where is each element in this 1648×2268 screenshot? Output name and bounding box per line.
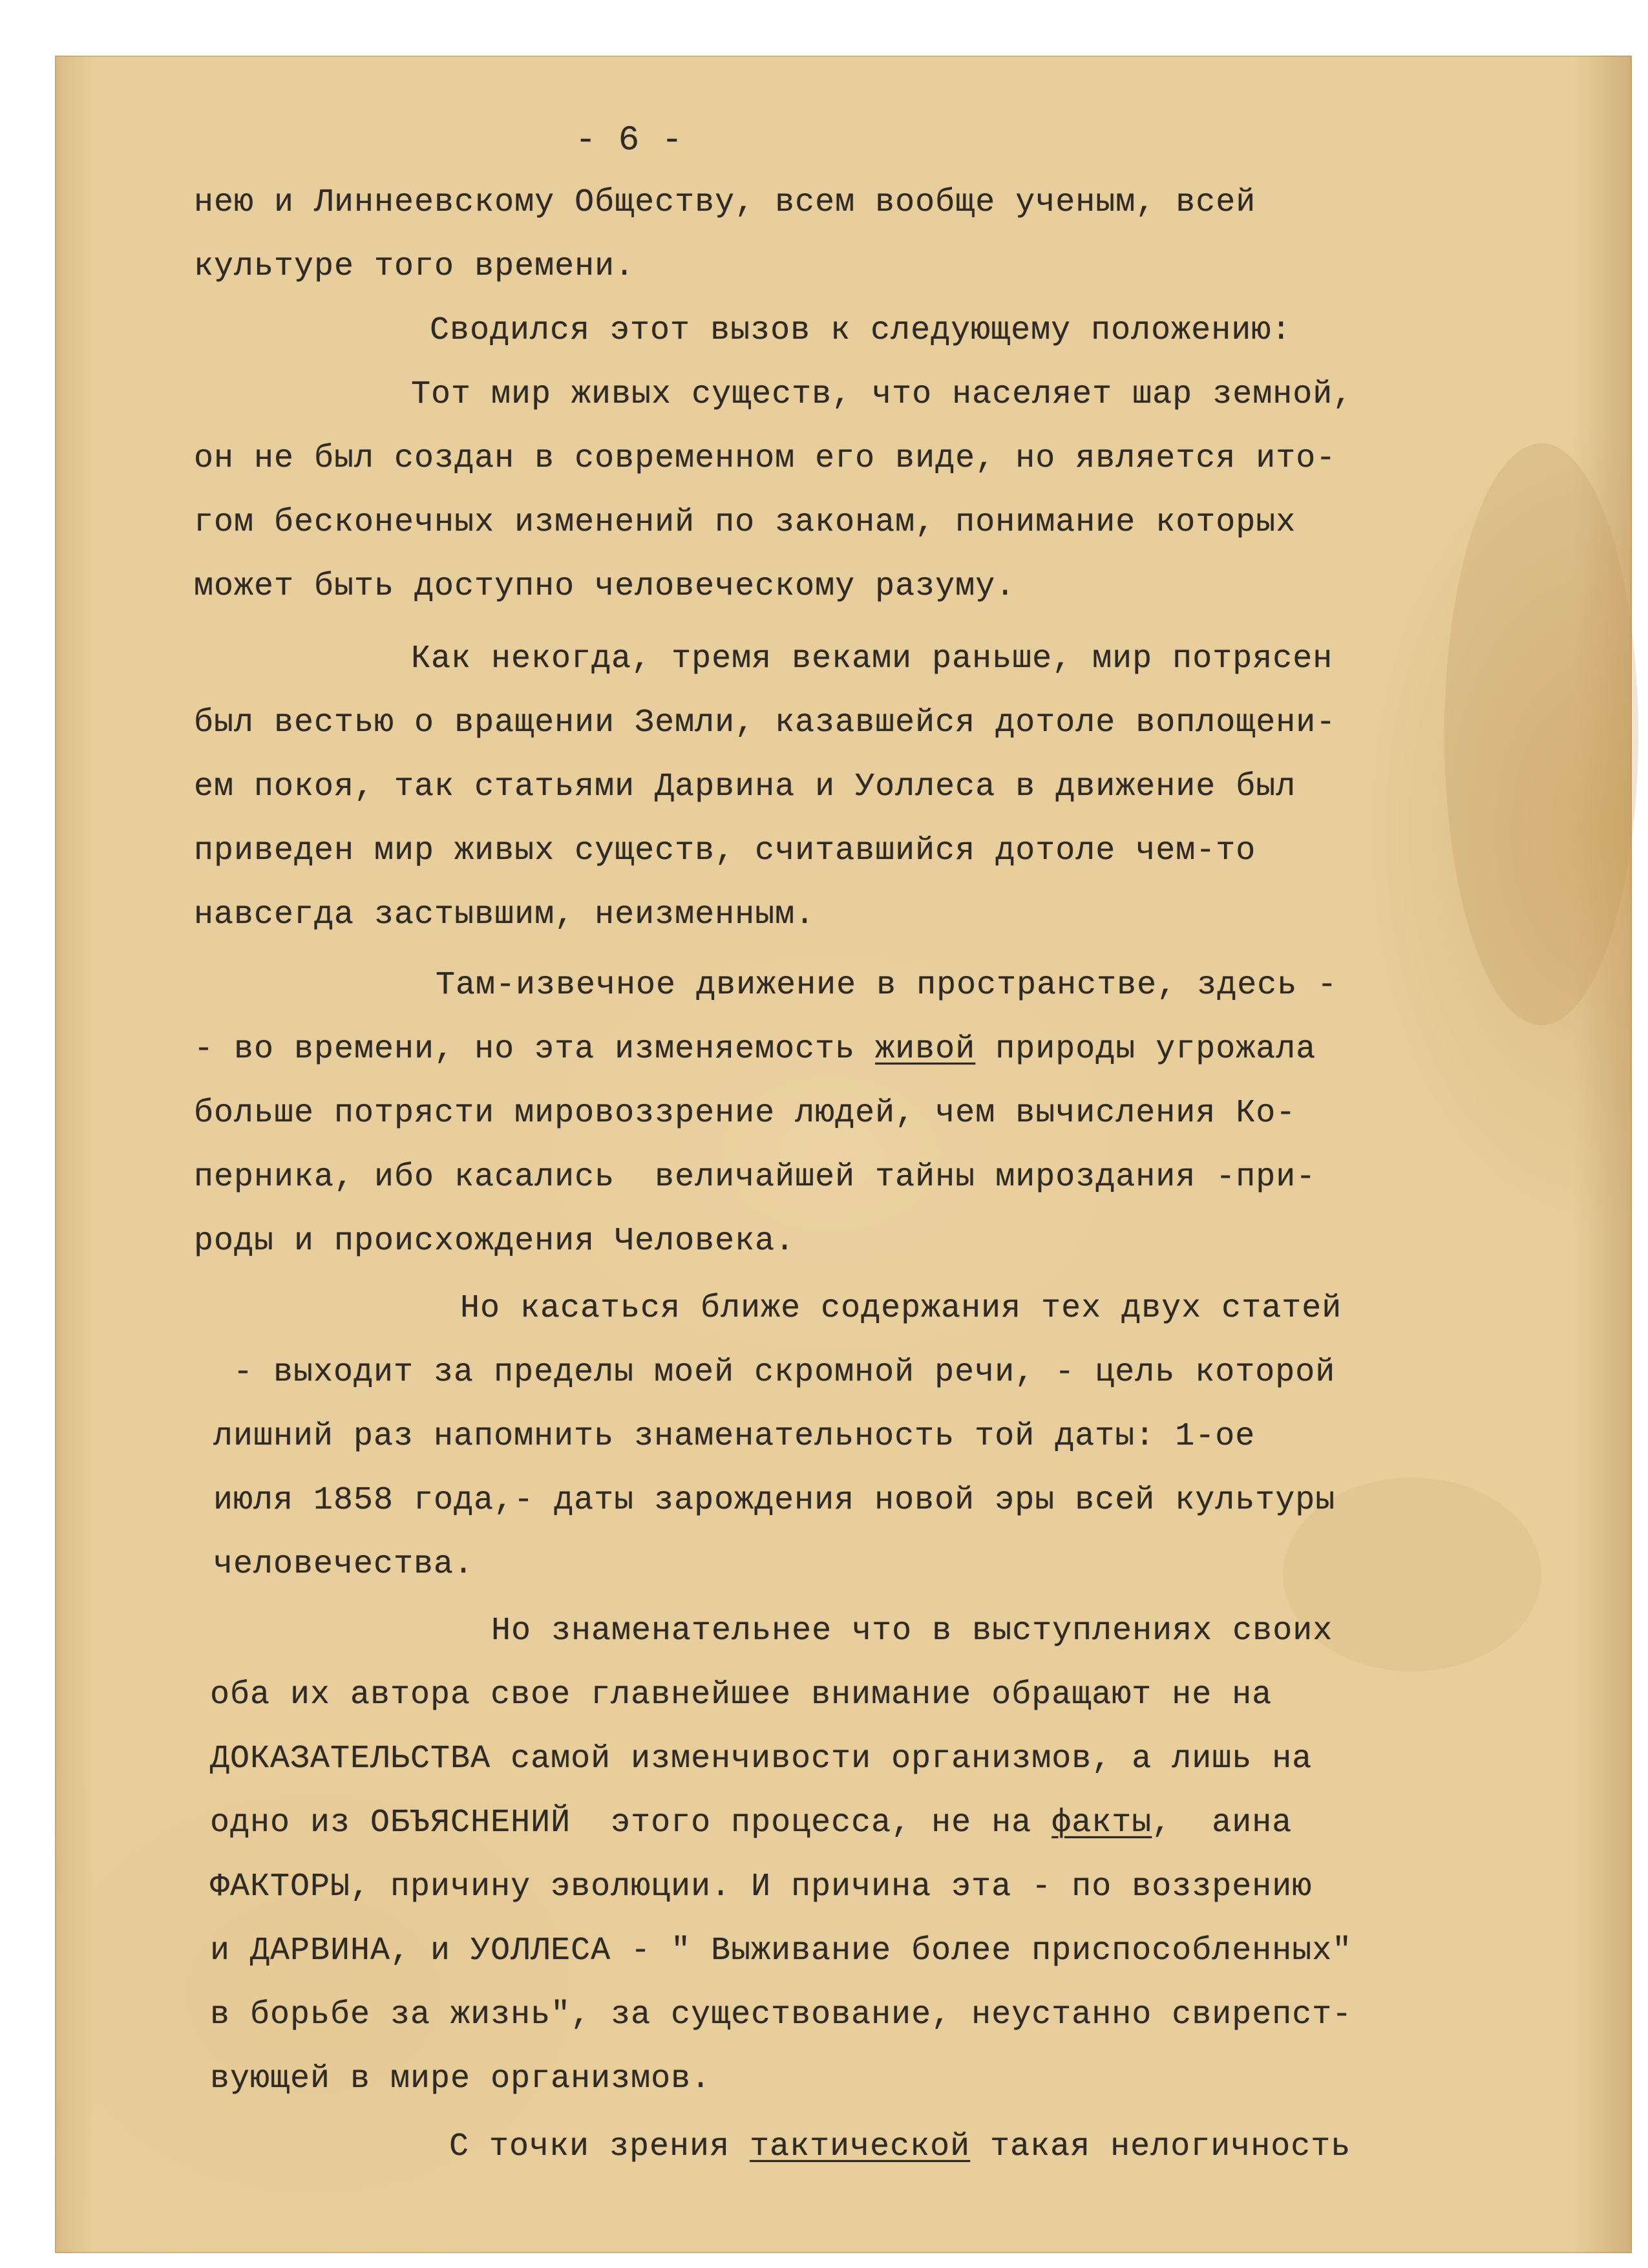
page-number: - 6 - xyxy=(575,121,684,160)
text-line: оба их автора свое главнейшее внимание обращают не на xyxy=(210,1677,1273,1713)
text-line xyxy=(449,2128,1351,2167)
text-line: нею и Линнеевскому Обществу, всем вообще ученым, всей xyxy=(194,184,1256,221)
text-fragment: природы угрожала xyxy=(975,1031,1316,1068)
text-line: вующей в мире организмов. xyxy=(210,2061,712,2097)
text-line xyxy=(194,1030,1316,1069)
text-line: Но знаменательнее что в выступлениях своих xyxy=(491,1613,1333,1649)
text-line: июля 1858 года,- даты зарождения новой эры всей культуры xyxy=(213,1482,1336,1519)
text-line: навсегда застывшим, неизменным. xyxy=(194,896,816,933)
text-line: ФАКТОРЫ, причину эволюции. И причина эта - по воззрению xyxy=(210,1869,1313,1905)
text-fragment: С точки зрения xyxy=(449,2128,750,2165)
text-line: ДОКАЗАТЕЛЬСТВА самой изменчивости организмов, а лишь на xyxy=(210,1741,1313,1777)
text-fragment: - во времени, но эта изменяемость xyxy=(194,1031,876,1068)
underlined-word: факты xyxy=(1051,1805,1152,1841)
text-line: - выходит за пределы моей скромной речи, - цель которой xyxy=(213,1354,1336,1391)
text-fragment: одно из ОБЪЯСНЕНИЙ этого процесса, не на xyxy=(210,1805,1052,1841)
text-line xyxy=(210,1804,1292,1843)
text-line: и ДАРВИНА, и УОЛЛЕСА - " Выживание более приспособленных" xyxy=(210,1933,1353,1969)
text-line: он не был создан в современном его виде, но является ито- xyxy=(194,440,1336,477)
text-line: может быть доступно человеческому разуму. xyxy=(194,568,1016,605)
text-line: Как некогда, тремя веками раньше, мир потрясен xyxy=(411,641,1333,677)
text-fragment: такая нелогичность xyxy=(970,2128,1351,2165)
text-fragment: , аина xyxy=(1152,1805,1293,1841)
text-line: перника, ибо касались величайшей тайны мироздания -при- xyxy=(194,1159,1316,1196)
text-line: был вестью о вращении Земли, казавшейся дотоле воплощени- xyxy=(194,705,1336,741)
text-line: в борьбе за жизнь", за существование, неустанно свирепст- xyxy=(210,1997,1353,2033)
underlined-word: живой xyxy=(875,1031,976,1068)
text-line: лишний раз напомнить знаменательность той даты: 1-ое xyxy=(213,1418,1256,1455)
text-line: человечества. xyxy=(213,1546,474,1583)
text-line: Сводился этот вызов к следующему положению: xyxy=(430,312,1292,349)
text-line: культуре того времени. xyxy=(194,248,635,285)
text-line: Там-извечное движение в пространстве, здесь - xyxy=(436,967,1338,1004)
text-line: Тот мир живых существ, что населяет шар земной, xyxy=(411,376,1353,413)
paper-stain xyxy=(1444,443,1638,1025)
text-line: Но касаться ближе содержания тех двух статей xyxy=(460,1290,1342,1327)
underlined-word: тактической xyxy=(750,2128,971,2165)
text-line: ем покоя, так статьями Дарвина и Уоллеса в движение был xyxy=(194,768,1296,805)
text-line: гом бесконечных изменений по законам, понимание которых xyxy=(194,504,1296,541)
text-line: приведен мир живых существ, считавшийся дотоле чем-то xyxy=(194,832,1256,869)
text-line: роды и происхождения Человека. xyxy=(194,1223,796,1260)
text-line: больше потрясти мировоззрение людей, чем вычисления Ко- xyxy=(194,1095,1296,1132)
